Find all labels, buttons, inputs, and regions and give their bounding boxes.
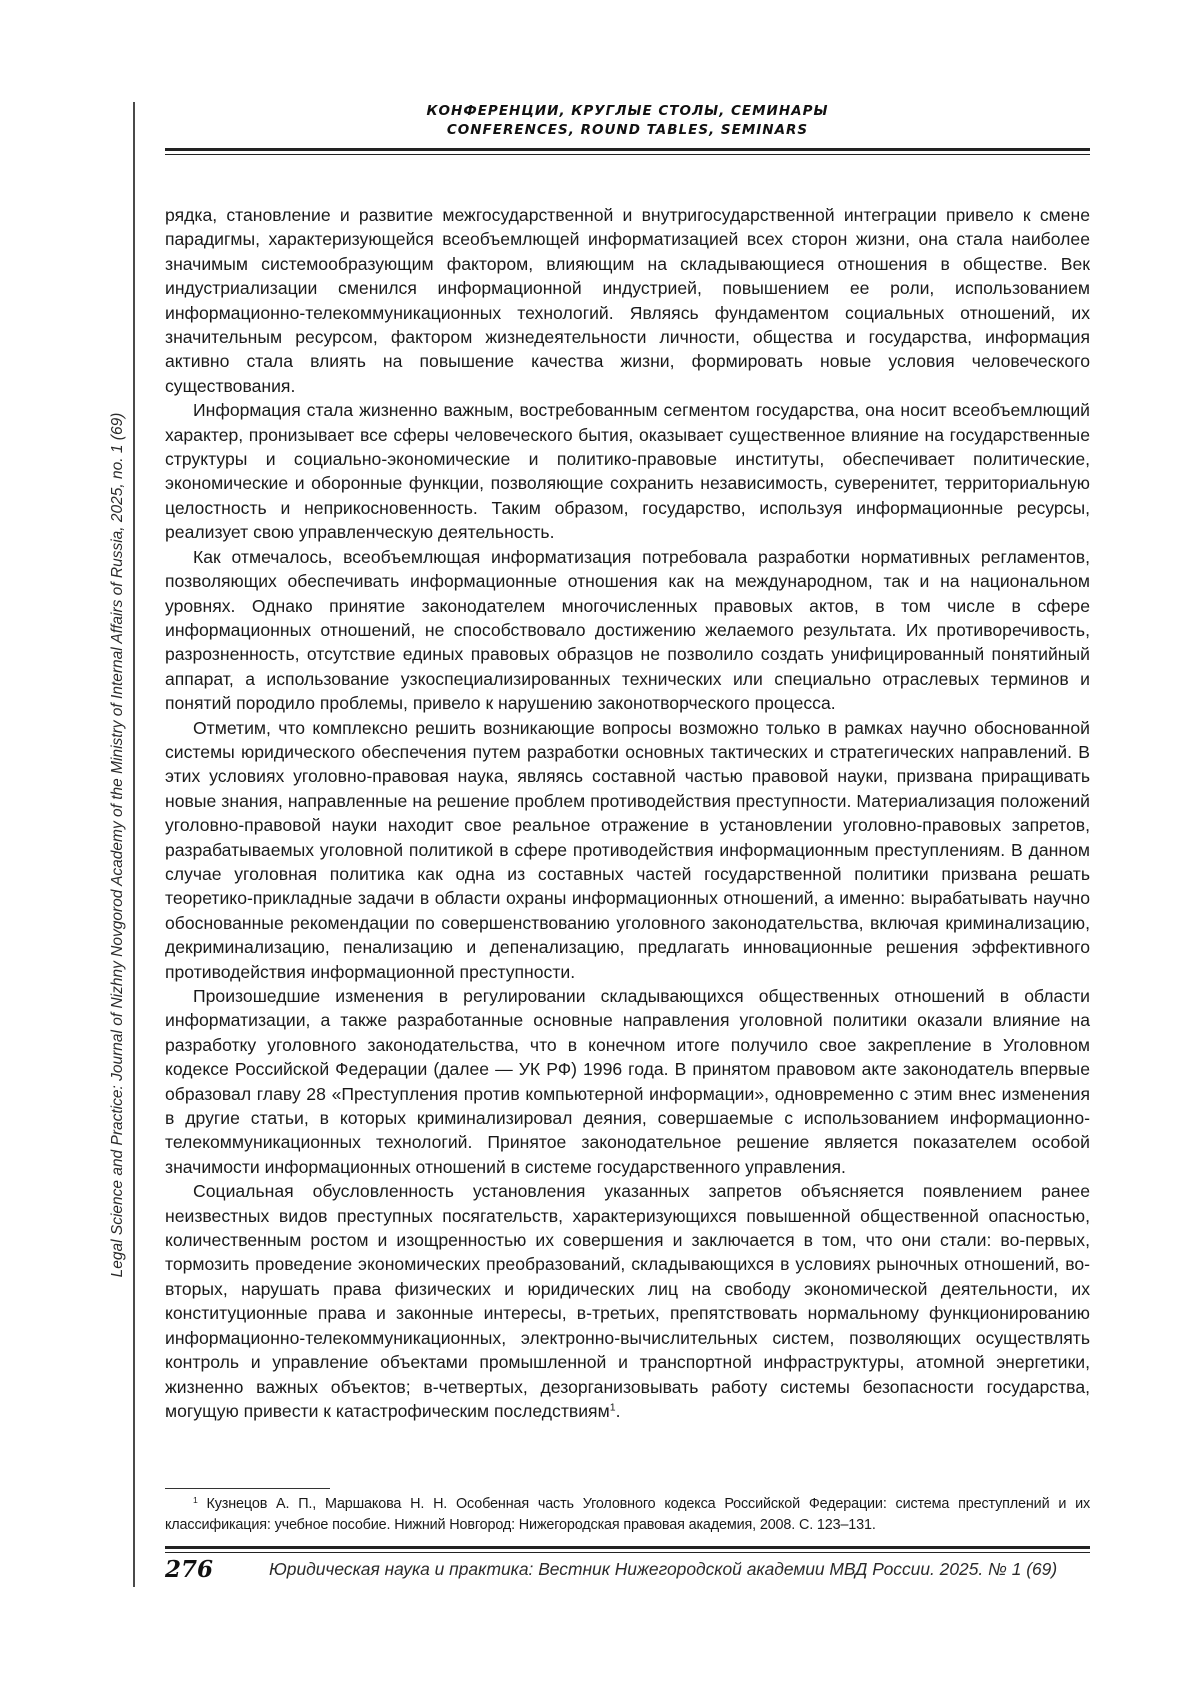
paragraph: Как отмечалось, всеобъемлющая информатизация потребовала разработки нормативных регламентов, позволяющих обеспечивать информационные отношения как на международном, так и на национальном уровнях. Однако принятие законодателем многочисленных правовых актов, в том числе в сфере информационных отношений, не способствовало достижению желаемого результата. Их противоречивость, разрозненность, отсутствие единых правовых образцов не позволило создать унифицированный понятийный аппарат, а использование узкоспециализированных технических или специально отраслевых терминов и понятий породило проблемы, привело к нарушению законотворческого процесса. — [165, 546, 1090, 714]
section-title-ru: КОНФЕРЕНЦИИ, КРУГЛЫЕ СТОЛЫ, СЕМИНАРЫ — [426, 103, 829, 119]
paragraph: Отметим, что комплексно решить возникающие вопросы возможно только в рамках научно обоснованной системы юридического обеспечения путем разработки основных тактических и стратегических направлений. В этих условиях уголовно-правовая наука, являясь составной частью правовой науки, призвана приращивать новые знания, направленные на решение проблем противодействия преступности. Материализация положений уголовно-правовой науки находит свое реальное отражение в установлении уголовно-правовых запретов, разрабатываемых уголовной политикой в сфере противодействия информационным преступлениям. В данном случае уголовная политика как одна из составных частей государственной политики призвана решать теоретико-прикладные задачи в области охраны информационных отношений, а именно: вырабатывать научно обоснованные рекомендации по совершенствованию уголовного законодательства, включая криминализацию, декриминализацию, пенализацию и депенализацию, предлагать инновационные решения эффективного противодействия информационной преступности. — [165, 717, 1090, 982]
footnote-number: 1 — [193, 1494, 198, 1505]
footnote — [165, 1494, 1090, 1536]
footnote-marker[interactable]: 1 — [609, 1401, 616, 1414]
running-header — [165, 102, 1090, 140]
header-rule-thick — [165, 148, 1090, 151]
section-title-en: CONFERENCES, ROUND TABLES, SEMINARS — [446, 122, 809, 138]
paragraph-text: Социальная обусловленность установления указанных запретов объясняется появлением ранее неизвестных видов преступных посягательств, характеризующихся повышенной общественной опасностью, количественным ростом и изощренностью их совершения и заключается в том, что они стали: во-первых, тормозить проведение экономических преобразований, складывающихся в условиях рыночных отношений, во-вторых, нарушать права физических и юридических лиц на свободу экономической деятельности, их конституционные права и законные интересы, в-третьих, препятствовать нормальному функционированию информационно-телекоммуникационных, электронно-вычислительных систем, позволяющих осуществлять контроль и управление объектами промышленной и транспортной инфраструктуры, атомной энергетики, жизненно важных объектов; в-четвертых, дезорганизовывать работу системы безопасности государства, могущую привести к катастрофическим последствиям — [165, 1181, 1090, 1421]
footer-rule-thin — [165, 1552, 1090, 1553]
footer-rule-thick — [165, 1546, 1090, 1549]
article-body — [165, 203, 1090, 1423]
footnote-rule — [165, 1488, 330, 1489]
running-footer — [165, 1554, 1090, 1584]
journal-title-footer: Юридическая наука и практика: Вестник Нижегородской академии МВД России. 2025. № 1 (69) — [269, 1558, 1058, 1579]
journal-side-caption: Legal Science and Practice: Journal of Nizhny Novgorod Academy of the Ministry of Internal Affairs of Russia, 2025, no. 1 (69) — [109, 412, 126, 1278]
paragraph: рядка, становление и развитие межгосударственной и внутригосударственной интеграции привело к смене парадигмы, характеризующейся всеобъемлющей информатизацией всех сторон жизни, она стала наиболее значимым системообразующим фактором, влияющим на складывающиеся отношения в обществе. Век индустриализации сменился информационной индустрией, повышением ее роли, использованием информационно-телекоммуникационных технологий. Являясь фундаментом социальных отношений, их значительным ресурсом, фактором жизнедеятельности личности, общества и государства, информация активно стала влиять на повышение качества жизни, формировать новые условия человеческого существования. — [165, 205, 1090, 396]
page-number: 276 — [165, 1555, 214, 1583]
footnote-text: Кузнецов А. П., Маршакова Н. Н. Особенная часть Уголовного кодекса Российской Федерации: система преступлений и их классификация: учебное пособие. Нижний Новгород: Нижегородская правовая академия, 2008. С. 123–131. — [165, 1496, 1091, 1533]
header-rule-thin — [165, 154, 1090, 155]
side-rule — [133, 102, 135, 1587]
paragraph: Информация стала жизненно важным, востребованным сегментом государства, она носит всеобъемлющий характер, пронизывает все сферы человеческого бытия, оказывает существенное влияние на государственные структуры и социально-экономические и политико-правовые институты, обеспечивает политические, экономические и оборонные функции, позволяющие сохранить независимость, суверенитет, территориальную целостность и неприкосновенность. Таким образом, государство, используя информационные ресурсы, реализует свою управленческую деятельность. — [165, 400, 1090, 543]
paragraph: Социальная обусловленность установления указанных запретов объясняется появлением ранее неизвестных видов преступных посягательств, характеризующихся повышенной общественной опасностью, количественным ростом и изощренностью их совершения и заключается в том, что они стали: во-первых, тормозить проведение экономических преобразований, складывающихся в условиях рыночных отношений, во-вторых, нарушать права физических и юридических лиц на свободу экономической деятельности, их конституционные права и законные интересы, в-третьих, препятствовать нормальному функционированию информационно-телекоммуникационных, электронно-вычислительных систем, позволяющих осуществлять контроль и управление объектами промышленной и транспортной инфраструктуры, атомной энергетики, жизненно важных объектов; в-четвертых, дезорганизовывать работу системы безопасности государства, могущую привести к катастрофическим последствиям$^1$. — [165, 1181, 1090, 1421]
paragraph: Произошедшие изменения в регулировании складывающихся общественных отношений в области информатизации, а также разработанные основные направления уголовной политики оказали влияние на разработку уголовного законодательства, что в конечном итоге получило свое закрепление в Уголовном кодексе Российской Федерации (далее — УК РФ) 1996 года. В принятом правовом акте законодатель впервые образовал главу 28 «Преступления против компьютерной информации», одновременно с этим внес изменения в другие статьи, в которых криминализировал деяния, совершаемые с использованием информационно-телекоммуникационных технологий. Принятое законодательное решение является показателем особой значимости информационных отношений в системе государственного управления. — [165, 986, 1090, 1177]
